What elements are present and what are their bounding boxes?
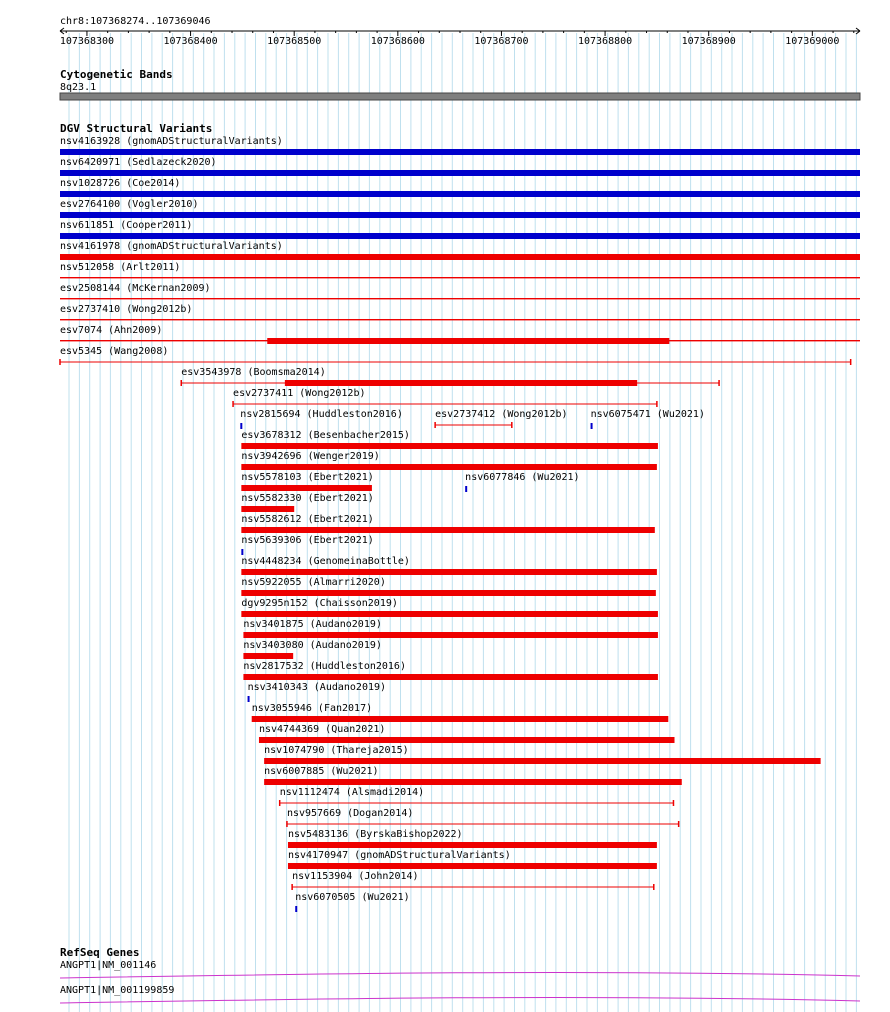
dgv-variant-label: dgv9295n152 (Chaisson2019) (241, 598, 398, 609)
dgv-variant-label: esv5345 (Wang2008) (60, 346, 169, 357)
dgv-variant-bar (264, 758, 820, 764)
dgv-variant-bar (288, 842, 657, 848)
dgv-variant[interactable] (60, 325, 860, 344)
refseq-gene[interactable] (60, 985, 860, 1003)
dgv-variant-bar (60, 191, 860, 197)
dgv-variant-label: nsv6007885 (Wu2021) (264, 766, 379, 777)
dgv-variant-bar (241, 443, 658, 449)
cytoband-track-title: Cytogenetic Bands (60, 68, 173, 81)
dgv-variant-label: nsv4161978 (gnomADStructuralVariants) (60, 241, 283, 252)
dgv-variant[interactable] (60, 178, 860, 197)
refseq-gene-intron-line (60, 997, 860, 1003)
dgv-variant-label: nsv5582612 (Ebert2021) (241, 514, 374, 525)
dgv-variant-label: esv2737410 (Wong2012b) (60, 304, 193, 315)
dgv-variant-line (60, 298, 860, 299)
dgv-variant-bar (241, 464, 657, 470)
dgv-variant[interactable] (241, 598, 658, 617)
dgv-variant-bar (60, 212, 860, 218)
dgv-variant[interactable] (259, 724, 675, 743)
dgv-variant-label: nsv6070505 (Wu2021) (295, 892, 410, 903)
dgv-variant[interactable] (60, 304, 860, 320)
dgv-variant[interactable] (60, 283, 860, 299)
dgv-variant-label: nsv5922055 (Almarri2020) (241, 577, 386, 588)
dgv-variant[interactable] (252, 703, 669, 722)
ruler-tick-label: 107368300 (59, 36, 115, 47)
dgv-variant-label: esv3678312 (Besenbacher2015) (241, 430, 410, 441)
dgv-variant-label: nsv3403080 (Audano2019) (243, 640, 382, 651)
dgv-variant-marker (240, 423, 242, 429)
dgv-variant-bar (60, 254, 860, 260)
dgv-variant-bar (243, 632, 658, 638)
dgv-variant-label: nsv3942696 (Wenger2019) (241, 451, 380, 462)
dgv-track (60, 122, 860, 912)
dgv-variant[interactable] (288, 850, 657, 869)
dgv-variant-bar (288, 863, 657, 869)
dgv-variant[interactable] (241, 514, 654, 533)
cytoband-label: 8q23.1 (60, 82, 97, 93)
dgv-variant[interactable] (60, 241, 860, 260)
dgv-variant-label: nsv1112474 (Alsmadi2014) (279, 787, 425, 798)
dgv-variant-label: nsv4448234 (GenomeinaBottle) (241, 556, 410, 567)
dgv-variant[interactable] (241, 430, 658, 449)
dgv-variant-label: nsv957669 (Dogan2014) (286, 808, 414, 819)
dgv-variant-label: nsv3410343 (Audano2019) (247, 682, 387, 693)
dgv-variant-label: nsv3055946 (Fan2017) (251, 703, 373, 714)
refseq-gene[interactable] (60, 960, 860, 978)
ruler-tick-label: 107368700 (474, 36, 529, 47)
dgv-variant-bar (259, 737, 675, 743)
dgv-variant-bar (241, 611, 658, 617)
dgv-variant-bar (241, 569, 657, 575)
dgv-variant[interactable] (264, 745, 820, 764)
dgv-variant-label: esv2508144 (McKernan2009) (60, 283, 211, 294)
dgv-variant-label: nsv5582330 (Ebert2021) (241, 493, 374, 504)
dgv-variant[interactable] (243, 661, 658, 680)
dgv-variant[interactable] (60, 262, 860, 278)
dgv-variant-label: nsv4170947 (gnomADStructuralVariants) (287, 850, 511, 861)
dgv-variant-marker (248, 696, 250, 702)
dgv-variant[interactable] (243, 619, 658, 638)
dgv-variant[interactable] (60, 199, 860, 218)
dgv-variant-label: nsv5578103 (Ebert2021) (241, 472, 374, 483)
dgv-variant-label: nsv4744369 (Quan2021) (258, 724, 386, 735)
ruler-tick-label: 107369000 (785, 36, 840, 47)
dgv-variant[interactable] (295, 892, 409, 912)
refseq-track-title: RefSeq Genes (60, 946, 140, 959)
ruler-ticks (60, 31, 854, 47)
cytoband-track (60, 68, 860, 100)
dgv-variant-label: esv7074 (Ahn2009) (60, 325, 163, 336)
dgv-variant-label: nsv1074790 (Thareja2015) (264, 745, 409, 756)
cytoband-bar[interactable] (60, 93, 860, 100)
dgv-variant-inner-bar (267, 338, 669, 344)
refseq-gene-label: ANGPT1|NM_001146 (60, 960, 157, 971)
dgv-variant[interactable] (60, 136, 860, 155)
dgv-variant-label: nsv6420971 (Sedlazeck2020) (60, 157, 217, 168)
dgv-variant[interactable] (233, 388, 657, 407)
dgv-variant-marker (465, 486, 467, 492)
dgv-variant-label: nsv1153904 (John2014) (292, 871, 419, 882)
dgv-variant[interactable] (243, 640, 381, 659)
dgv-variant-bar (243, 674, 658, 680)
dgv-variant[interactable] (241, 556, 657, 575)
dgv-variant-bar (241, 485, 372, 491)
dgv-variant-label: nsv5483136 (ByrskaBishop2022) (287, 829, 463, 840)
dgv-variant-bar (60, 170, 860, 176)
dgv-variant-line (60, 277, 860, 278)
ruler-tick-label: 107368400 (163, 36, 218, 47)
dgv-variant-label: nsv6077846 (Wu2021) (465, 472, 580, 483)
dgv-variant-label: nsv6075471 (Wu2021) (590, 409, 705, 420)
dgv-variant-label: nsv2817532 (Huddleston2016) (243, 661, 406, 672)
dgv-variant-bar (243, 653, 293, 659)
dgv-variant[interactable] (241, 577, 656, 596)
dgv-variant-label: esv3543978 (Boomsma2014) (181, 367, 326, 378)
dgv-track-title: DGV Structural Variants (60, 122, 213, 135)
dgv-variant[interactable] (241, 451, 657, 470)
refseq-track (60, 946, 860, 1003)
dgv-variant-bar (241, 506, 294, 512)
dgv-variant-label: esv2764100 (Vogler2010) (60, 199, 199, 210)
dgv-variant[interactable] (241, 472, 373, 491)
dgv-variant-inner-bar (285, 380, 637, 386)
dgv-variant-marker (591, 423, 593, 429)
dgv-variant[interactable] (287, 808, 679, 827)
dgv-variant-label: nsv611851 (Cooper2011) (60, 220, 193, 231)
ruler-tick-label: 107368600 (370, 36, 425, 47)
refseq-gene-label: ANGPT1|NM_001199859 (60, 985, 175, 996)
dgv-variant-label: nsv3401875 (Audano2019) (243, 619, 382, 630)
ruler-tick-label: 107368800 (577, 36, 633, 47)
dgv-variant-label: esv2737412 (Wong2012b) (435, 409, 568, 420)
dgv-variant[interactable] (248, 682, 386, 702)
ruler (60, 16, 860, 47)
dgv-variant-line (60, 319, 860, 320)
refseq-features (60, 960, 860, 1003)
dgv-variant-label: nsv4163928 (gnomADStructuralVariants) (60, 136, 283, 147)
dgv-variant-bar (60, 149, 860, 155)
dgv-variant[interactable] (465, 472, 579, 492)
dgv-variant-label: nsv2815694 (Huddleston2016) (240, 409, 403, 420)
refseq-gene-intron-line (60, 972, 860, 978)
dgv-variant[interactable] (240, 409, 403, 429)
dgv-variant-bar (241, 590, 656, 596)
dgv-variant[interactable] (288, 829, 657, 848)
dgv-variant-bar (60, 233, 860, 239)
dgv-variant[interactable] (435, 409, 567, 428)
dgv-features (60, 136, 860, 912)
dgv-variant[interactable] (60, 220, 860, 239)
dgv-variant-bar (252, 716, 669, 722)
dgv-variant-bar (264, 779, 682, 785)
dgv-variant[interactable] (60, 157, 860, 176)
dgv-variant-marker (295, 906, 297, 912)
ruler-tick-label: 107368900 (681, 36, 736, 47)
dgv-variant-label: nsv5639306 (Ebert2021) (241, 535, 374, 546)
dgv-variant[interactable] (280, 787, 674, 806)
dgv-variant-label: nsv1028726 (Coe2014) (60, 178, 181, 189)
location-label: chr8:107368274..107369046 (60, 16, 211, 27)
dgv-variant-marker (241, 549, 243, 555)
ruler-tick-label: 107368500 (267, 36, 322, 47)
dgv-variant-bar (241, 527, 654, 533)
dgv-variant-label: esv2737411 (Wong2012b) (233, 388, 366, 399)
dgv-variant-label: nsv512058 (Arlt2011) (60, 262, 181, 273)
